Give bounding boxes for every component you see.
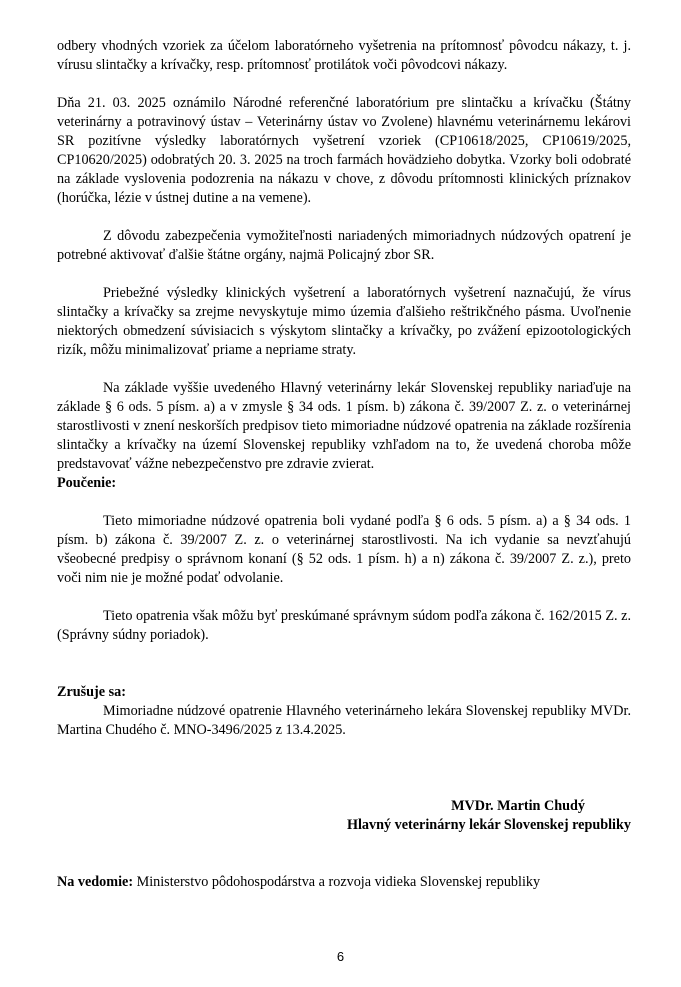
signature-name: MVDr. Martin Chudý [451,798,585,814]
paragraph-lab-results: Dňa 21. 03. 2025 oznámilo Národné referenčné laboratórium pre slintačku a krívačku (Štátny veterinárny a potravinový ústav – Veterinárny ústav vo Zvolene) hlavnému veterinárnemu lekárovi SR pozitívne výsledky laboratórnych vyšetrení vzoriek (CP10618/2025, CP10619/2025, CP10620/2025) odobratých 20. 3. 2025 na troch farmách hovädzieho dobytka. Vzorky boli odobraté na základe vyslovenia podozrenia na nákazu v chove, z dôvodu prítomnosti klinických príznakov (horúčka, lézie v ústnej dutine a na vemene). [57,95,631,206]
paragraph-interim-results: Priebežné výsledky klinických vyšetrení a laboratórnych vyšetrení naznačujú, že vírus slintačky a krívačky sa zrejme nevyskytuje mimo územia ďalšieho reštrikčného pásma. Uvoľnenie niektorých obmedzení súvisiacich s výskytom slintačky a krívačky, po zvážení epizootologických rizík, môžu minimalizovať priame a nepriame straty. [57,285,631,358]
paragraph-order: Na základe vyššie uvedeného Hlavný veterinárny lekár Slovenskej republiky nariaďuje na základe § 6 ods. 5 písm. a) a v zmysle § 34 ods. 1 písm. b) zákona č. 39/2007 Z. z. o veterinárnej starostlivosti v znení neskorších predpisov tieto mimoriadne núdzové opatrenia na základe rozšírenia slintačky a krívačky na území Slovenskej republiky vzhľadom na to, že uvedená choroba môže predstavovať vážne nebezpečenstvo pre zdravie zvierat. [57,380,631,472]
paragraph-sampling: odbery vhodných vzoriek za účelom laboratórneho vyšetrenia na prítomnosť pôvodcu nákazy, t. j. vírusu slintačky a krívačky, resp. prítomnosť protilátok voči pôvodcovi nákazy. [57,38,631,73]
na-vedomie-recipient: Ministerstvo pôdohospodárstva a rozvoja vidieka Slovenskej republiky [133,874,541,890]
zrusuje-paragraph: Mimoriadne núdzové opatrenie Hlavného veterinárneho lekára Slovenskej republiky MVDr. Martina Chudého č. MNO-3496/2025 z 13.4.2025. [57,703,631,738]
signature-block [57,797,631,835]
na-vedomie-line [57,873,631,892]
na-vedomie-label: Na vedomie: [57,874,134,890]
page-number: 6 [336,949,345,964]
poucenie-paragraph-1: Tieto mimoriadne núdzové opatrenia boli vydané podľa § 6 ods. 5 písm. a) a § 34 ods. 1 písm. b) zákona č. 39/2007 Z. z. o veterinárnej starostlivosti. Na ich vydanie sa nevzťahujú všeobecné predpisy o správnom konaní (§ 52 ods. 1 písm. h) a n) zákona č. 39/2007 Z. z.), preto voči nim nie je možné podať odvolanie. [57,513,631,586]
signature-title: Hlavný veterinárny lekár Slovenskej republiky [346,817,631,833]
zrusuje-heading: Zrušuje sa: [57,684,126,700]
poucenie-paragraph-2: Tieto opatrenia však môžu byť preskúmané správnym súdom podľa zákona č. 162/2015 Z. z. (Správny súdny poriadok). [57,608,631,643]
paragraph-police: Z dôvodu zabezpečenia vymožiteľnosti nariadených mimoriadnych núdzových opatrení je potrebné aktivovať ďalšie štátne orgány, najmä Policajný zbor SR. [57,228,631,263]
document-page [57,37,631,892]
poucenie-heading: Poučenie: [57,475,117,491]
